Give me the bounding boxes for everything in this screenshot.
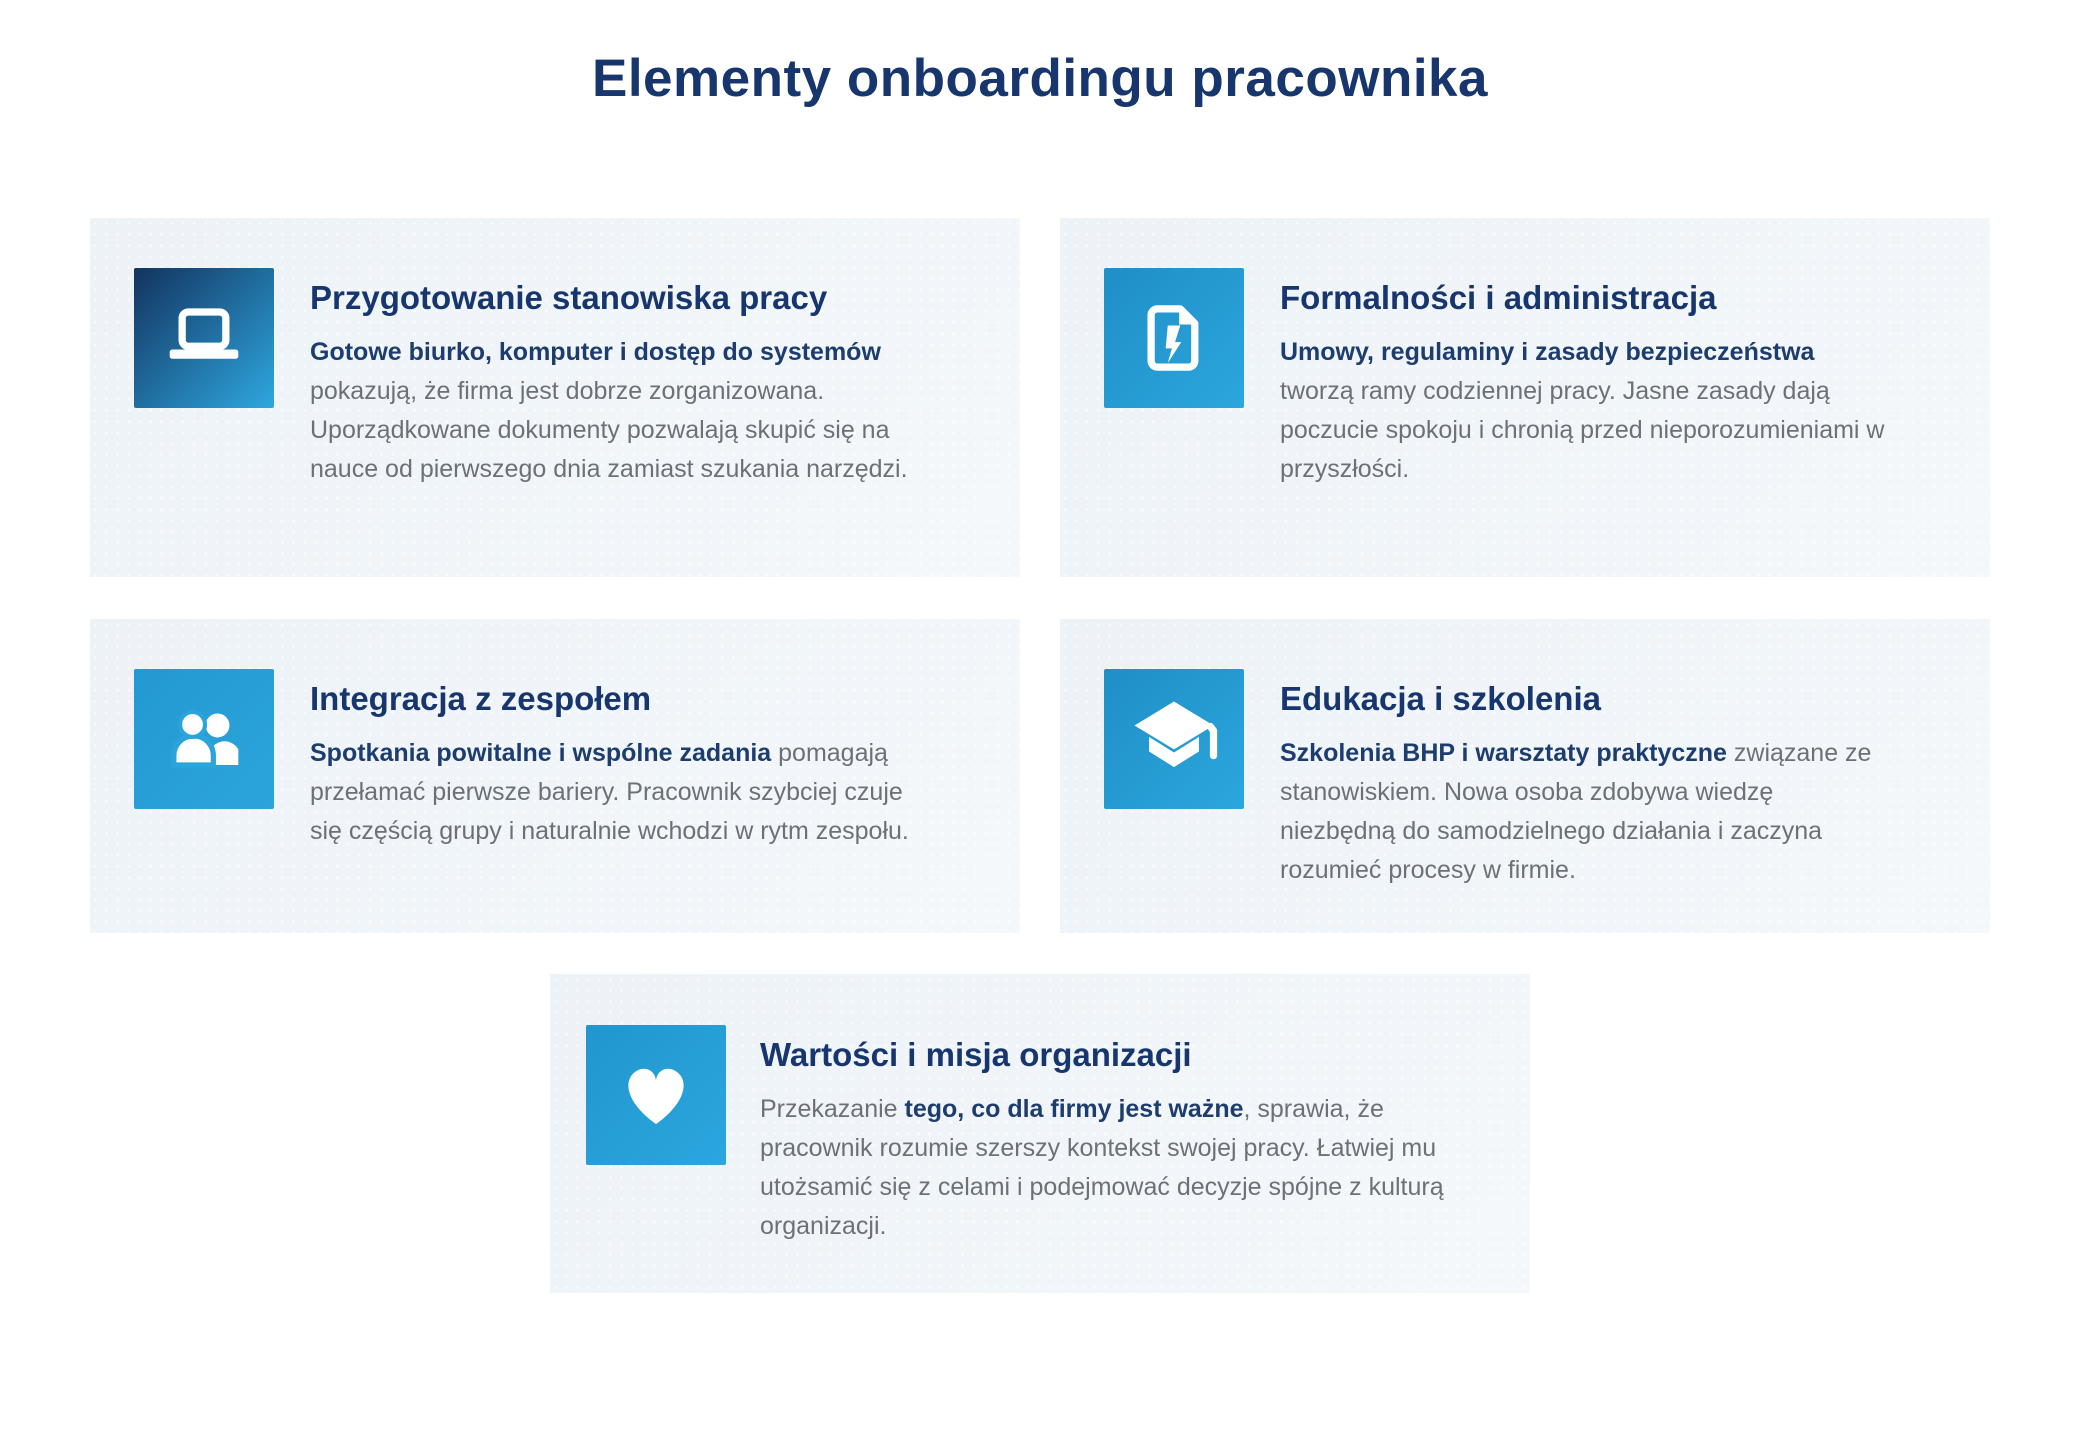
card-workstation	[90, 218, 1020, 577]
card-text	[310, 268, 920, 489]
document-alert-icon	[1122, 286, 1226, 390]
body-text: związane ze stanowiskiem. Nowa osoba zdobywa wiedzę niezbędną do samodzielnego działania i zaczyna rozumieć procesy w firmie.	[1280, 738, 1872, 884]
icon-tile	[1104, 268, 1244, 408]
card-heading: Przygotowanie stanowiska pracy	[310, 279, 828, 317]
body-lead: tego, co dla firmy jest ważne	[904, 1094, 1244, 1123]
body-text: tworzą ramy codziennej pracy. Jasne zasady dają poczucie spokoju i chronią przed nieporozumieniami w przyszłości.	[1280, 376, 1885, 483]
card-text	[1280, 669, 1890, 890]
card-body	[310, 333, 920, 489]
card-heading: Edukacja i szkolenia	[1280, 680, 1601, 718]
card-formalities	[1060, 218, 1990, 577]
body-lead: Gotowe biurko, komputer i dostęp do systemów	[310, 337, 881, 366]
card-education	[1060, 619, 1990, 933]
body-text: , sprawia, że pracownik rozumie szerszy kontekst swojej pracy. Łatwiej mu utożsamić się z celami i podejmować decyzje spójne z kulturą organizacji.	[760, 1094, 1444, 1240]
icon-tile	[586, 1025, 726, 1165]
icon-tile	[134, 268, 274, 408]
body-text: pomagają przełamać pierwsze bariery. Pracownik szybciej czuje się częścią grupy i naturalnie wchodzi w rytm zespołu.	[310, 738, 909, 845]
cards-grid	[90, 218, 1990, 933]
body-lead: Spotkania powitalne i wspólne zadania	[310, 738, 772, 767]
page-title: Elementy onboardingu pracownika	[591, 49, 1489, 108]
graduation-cap-icon	[1122, 687, 1226, 791]
body-text: pokazują, że firma jest dobrze zorganizowana. Uporządkowane dokumenty pozwalają skupić się na nauce od pierwszego dnia zamiast szukania narzędzi.	[310, 376, 908, 483]
card-values-mission	[550, 974, 1530, 1293]
card-heading: Wartości i misja organizacji	[760, 1036, 1192, 1074]
body-lead: Szkolenia BHP i warsztaty praktyczne	[1280, 738, 1727, 767]
card-body	[310, 734, 920, 851]
team-icon	[152, 687, 256, 791]
card-heading: Integracja z zespołem	[310, 680, 652, 718]
heart-icon	[604, 1043, 708, 1147]
card-text	[1280, 268, 1890, 489]
card-body	[1280, 333, 1890, 489]
card-text	[760, 1025, 1460, 1246]
card-body	[1280, 734, 1890, 890]
card-heading: Formalności i administracja	[1280, 279, 1717, 317]
body-text: Przekazanie	[760, 1094, 905, 1123]
card-body	[760, 1090, 1460, 1246]
card-text	[310, 669, 920, 851]
icon-tile	[1104, 669, 1244, 809]
body-lead: Umowy, regulaminy i zasady bezpieczeństwa	[1280, 337, 1815, 366]
icon-tile	[134, 669, 274, 809]
laptop-icon	[152, 286, 256, 390]
card-team-integration	[90, 619, 1020, 933]
card-center-row	[0, 974, 2080, 1293]
